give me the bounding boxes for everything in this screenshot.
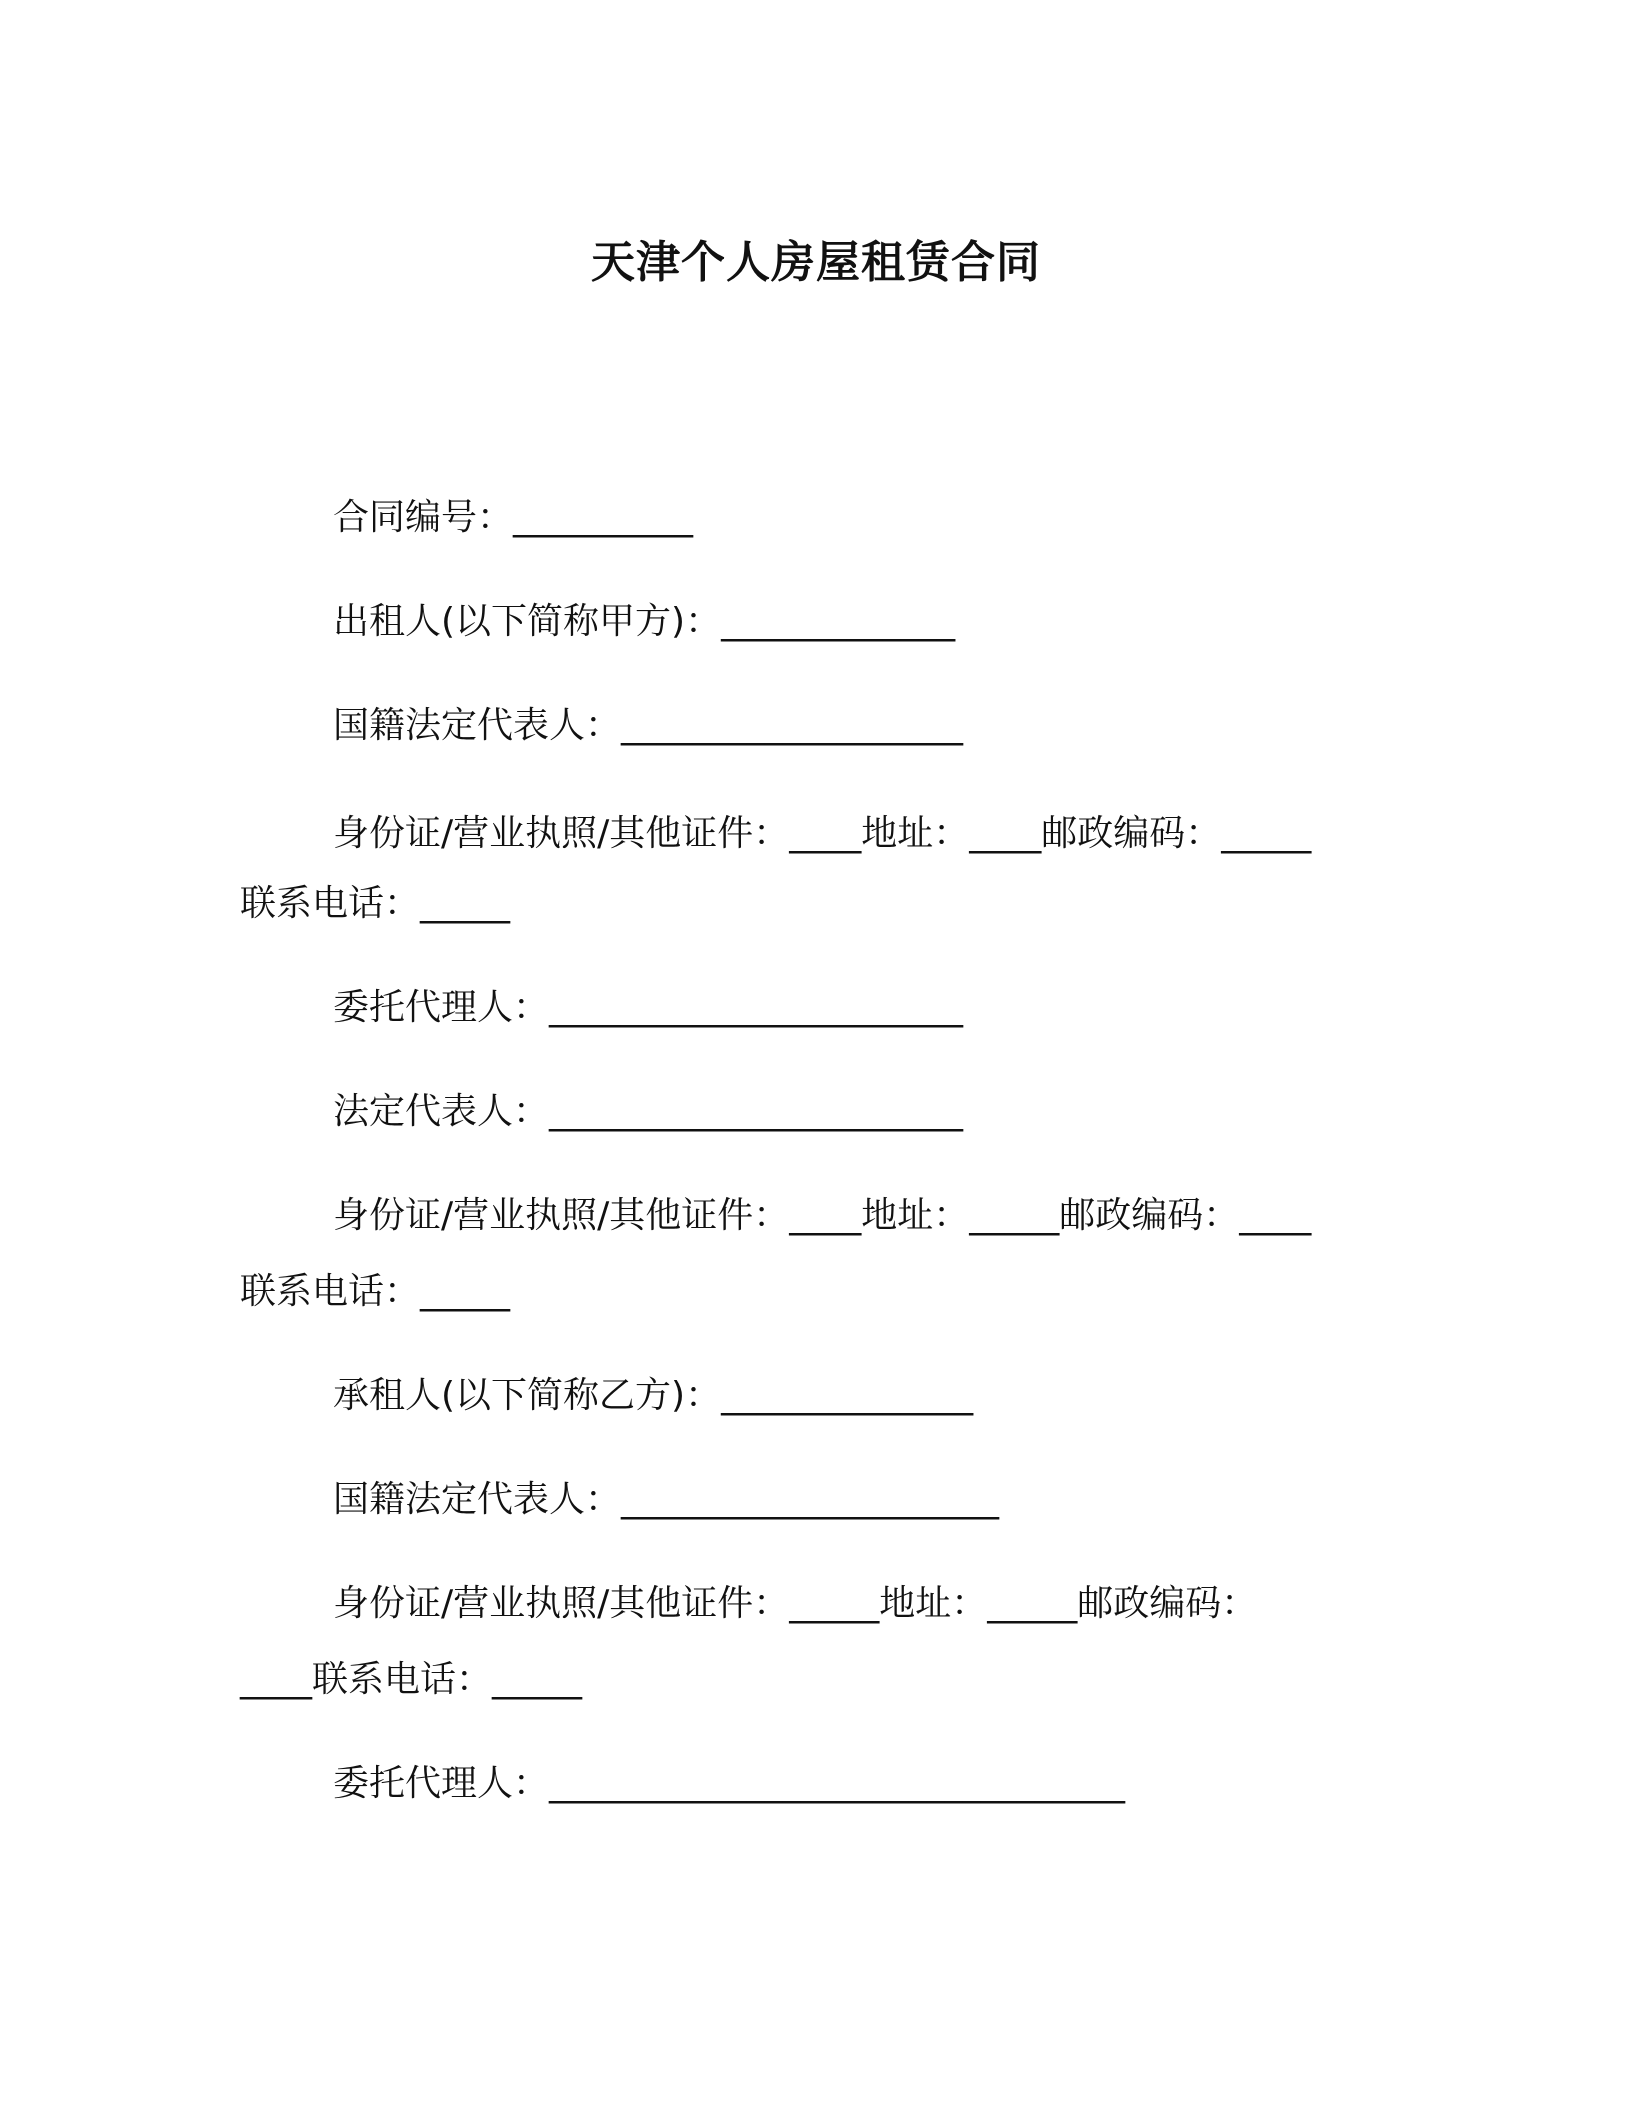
lessee-agent-line: 委托代理人：________________________________ [333,1763,1126,1804]
document-title: 天津个人房屋租赁合同 [591,237,1041,288]
legal-rep-id-address-line: 身份证/营业执照/其他证件：____地址：_____邮政编码：____ [333,1195,1312,1236]
contract-number-line: 合同编号：__________ [333,497,694,538]
legal-rep-phone-line: 联系电话：_____ [240,1271,511,1312]
legal-rep-line: 法定代表人：_______________________ [333,1091,964,1132]
lessor-line: 出租人(以下简称甲方)：_____________ [333,601,956,642]
lessor-legal-rep-line: 国籍法定代表人：___________________ [333,705,964,746]
lessee-id-address-line: 身份证/营业执照/其他证件：_____地址：_____邮政编码： [333,1583,1258,1624]
lessee-phone-line: ____联系电话：_____ [240,1659,583,1700]
lessee-line: 承租人(以下简称乙方)：______________ [333,1375,974,1416]
lessee-legal-rep-line: 国籍法定代表人：_____________________ [333,1479,1000,1520]
lessor-agent-line: 委托代理人：_______________________ [333,987,964,1028]
lessor-phone-line: 联系电话：_____ [240,883,511,924]
lessor-id-address-line: 身份证/营业执照/其他证件：____地址：____邮政编码：_____ [333,813,1312,854]
